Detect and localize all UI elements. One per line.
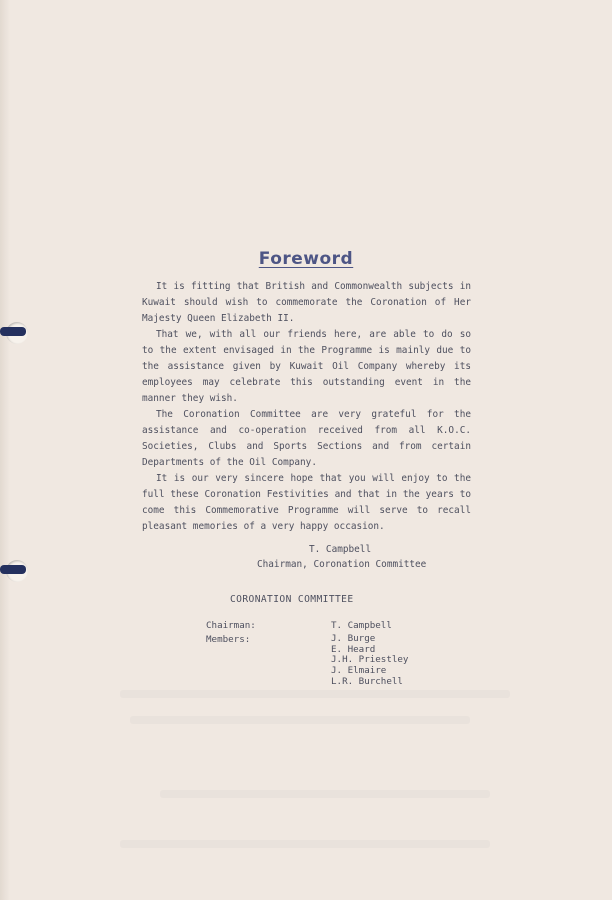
paragraph-3: The Coronation Committee are very grateful for the assistance and co-operation received from all K.O.C. Societies, Clubs and Sports Sections and from certain Departments of the Oil Company. — [142, 409, 471, 468]
signature-role: Chairman, Coronation Committee — [257, 559, 427, 570]
paragraph-4: It is our very sincere hope that you will enjoy to the full these Coronation Festivities and that in the years to come this Commemorative Programme will serve to recall pleasant memories of a very happy occasion. — [142, 473, 471, 532]
members-label: Members: — [206, 634, 251, 645]
member-item: J.H. Priestley — [331, 654, 409, 666]
page-edge-shadow — [0, 0, 10, 900]
show-through-text — [120, 690, 510, 698]
member-item: L.R. Burchell — [331, 675, 403, 687]
signature-block — [257, 542, 457, 572]
page-title — [0, 249, 612, 269]
member-item: J. Elmaire — [331, 665, 387, 677]
binding-string-top — [0, 327, 26, 336]
committee-roster — [206, 620, 456, 687]
paragraph-2: That we, with all our friends here, are able to do so to the extent envisaged in the Programme is mainly due to the assistance given by Kuwait Oil Company whereby its employees may celebrate this outstanding event in the manner they wish. — [142, 329, 471, 404]
foreword-body — [142, 279, 471, 535]
member-item: J. Burge — [331, 633, 376, 644]
committee-heading: CORONATION COMMITTEE — [230, 594, 354, 605]
show-through-text — [120, 840, 490, 848]
binding-string-bottom — [0, 565, 26, 574]
signature-name: T. Campbell — [309, 544, 372, 555]
show-through-text — [160, 790, 490, 798]
chairman-row — [206, 620, 456, 634]
member-item: E. Heard — [331, 643, 376, 655]
members-list — [331, 634, 408, 688]
chairman-label: Chairman: — [206, 620, 256, 631]
chairman-name: T. Campbell — [331, 620, 392, 631]
paragraph-1: It is fitting that British and Commonwealth subjects in Kuwait should wish to commemorate the Coronation of Her Majesty Queen Elizabeth II. — [142, 281, 471, 324]
show-through-text — [130, 716, 470, 724]
title-text: Foreword — [258, 249, 354, 269]
